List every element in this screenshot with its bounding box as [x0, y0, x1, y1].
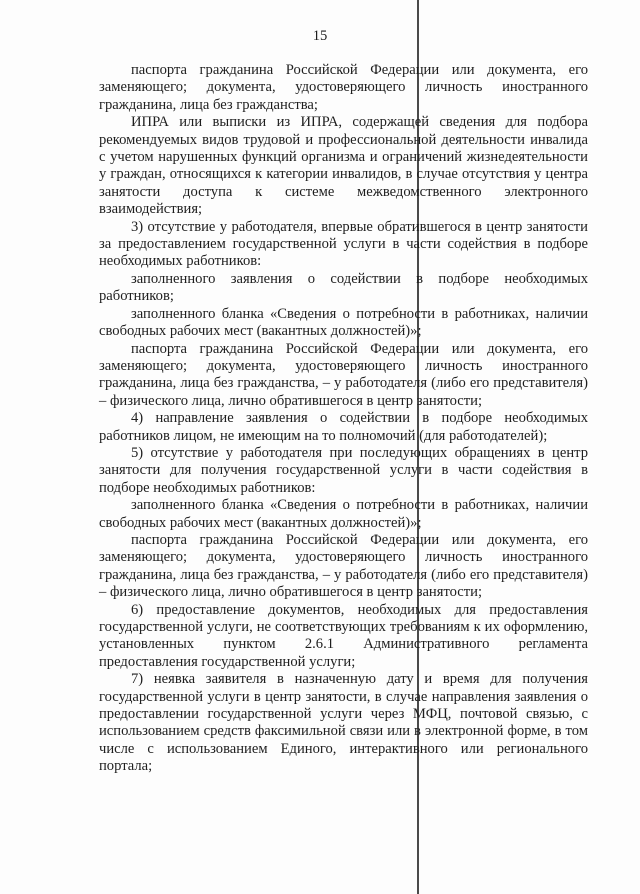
paragraph-vacancy-form-2: заполненного бланка «Сведения о потребности в работниках, наличии свободных рабочих мест (вакантных должностей)»; — [99, 497, 588, 531]
paragraph-application: заполненного заявления о содействии в подборе необходимых работников; — [99, 270, 588, 305]
paragraph-item-5: 5) отсутствие у работодателя при последующих обращениях в центр занятости для получения государственной услуги в части содействия в подборе необходимых работников: — [99, 444, 588, 496]
paragraph-item-7: 7) неявка заявителя в назначенную дату и время для получения государственной услуги в центр занятости, в случае направления заявления о предоставлении государственной услуги через МФЦ, почтовой связью, с использованием средств факсимильной связи или в электронной форме, в том числе с использованием Единого, интерактивного или регионального портала; — [99, 671, 588, 775]
paragraph-ipra: ИПРА или выписки из ИПРА, содержащей сведения для подбора рекомендуемых видов трудовой и профессиональной деятельности инвалида с учетом нарушенных функций организма и ограничений жизнедеятельности у граждан, относящихся к категории инвалидов, в случае отсутствия у центра занятости доступа к системе межведомственного электронного взаимодействия; — [99, 114, 588, 218]
paragraph-item-6: 6) предоставление документов, необходимых для предоставления государственной услуги, не соответствующих требованиям к их оформлению, установленных пунктом 2.6.1 Административного регламента предоставления государственной услуги; — [99, 601, 588, 670]
paragraph-passport-2: паспорта гражданина Российской Федерации или документа, его заменяющего; документа, удостоверяющего личность иностранного гражданина, лица без гражданства, – у работодателя (либо его представителя) – физического лица, лично обратившегося в центр занятости; — [99, 340, 588, 409]
paragraph-passport-3: паспорта гражданина Российской Федерации или документа, его заменяющего; документа, удостоверяющего личность иностранного гражданина, лица без гражданства, – у работодателя (либо его представителя) – физического лица, лично обратившегося в центр занятости; — [99, 531, 588, 601]
document-body — [99, 62, 588, 776]
paragraph-vacancy-form-1: заполненного бланка «Сведения о потребности в работниках, наличии свободных рабочих мест (вакантных должностей)»; — [99, 305, 588, 340]
paragraph-passport-1: паспорта гражданина Российской Федерации или документа, его заменяющего; документа, удостоверяющего личность иностранного гражданина, лица без гражданства; — [99, 62, 588, 113]
paragraph-item-3: 3) отсутствие у работодателя, впервые обратившегося в центр занятости за предоставлением государственной услуги в части содействия в подборе необходимых работников: — [99, 218, 588, 270]
page-number: 15 — [312, 28, 328, 44]
paragraph-item-4: 4) направление заявления о содействии в подборе необходимых работников лицом, не имеющим на то полномочий (для работодателей); — [99, 410, 588, 444]
